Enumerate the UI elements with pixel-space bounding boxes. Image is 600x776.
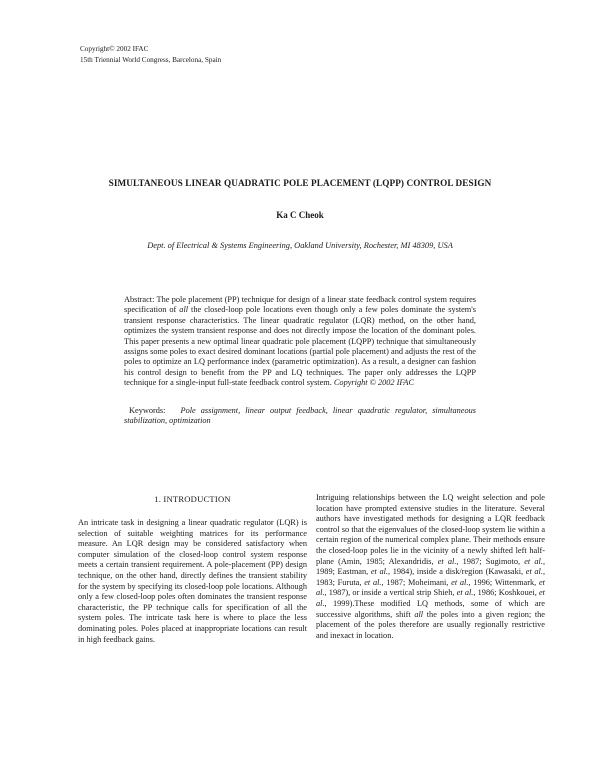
page-header [80,44,221,66]
intro-paragraph-2 [316,493,545,641]
abstract-emphasis-all: all [179,305,189,315]
abstract-text-1: Abstract: The pole placement (PP) technique for design of a linear state feedback control system requires specification of [124,295,476,315]
intro-text-j: , 1999).These modified LQ methods, some of which are successive algorithms, shift [316,598,545,619]
keywords-text: Pole assignment, linear output feedback, linear quadratic regulator, simultaneous stabilization, optimization [124,406,476,426]
copyright-line: Copyright© 2002 IFAC [80,45,149,53]
intro-text-f: , 1987; Moheimani, [381,577,452,587]
intro-text-i: , 1986; Koshkouei, [473,588,539,598]
intro-text-a: Intriguing relationships between the LQ weight selection and pole location have prompted extensive studies in the literature. Several authors have investigated methods for designing a LQR feedback control so that the eigenvalues of the closed-loop system lie within a certain region of the numerical complex plane. Their methods ensure the closed-loop poles lie in the vicinity of a newly shifted left half-plane (Amin, 1985; Alexandridis, [316,493,545,566]
et-al: et al. [524,556,543,566]
intro-text-b: , 1987; Sugimoto, [456,556,525,566]
keywords [124,406,476,427]
intro-text-d: , 1984), inside a disk/region (Kawasaki, [388,567,526,577]
abstract-text-2: the closed-loop pole locations even though only a few poles dominate the system's transient response characteristics. The linear quadratic regulator (LQR) method, on the other hand, optimizes the system transient response and does not directly impose the location of the dominant poles. This paper presents a new optimal linear quadratic pole placement (LQPP) technique that simultaneously assigns some poles to exact desired dominant locations (partial pole placement) and adjusts the rest of the poles to optimize an LQ performance index (parametric optimization). As a result, a designer can fashion his control design to benefit from the PP and LQ techniques. The paper only addresses the LQPP technique for a single-input full-state feedback control system. [124,305,476,388]
paper-author: Ka C Cheok [276,210,324,220]
intro-text-h: , 1987), or inside a vertical strip Shieh, [324,588,457,598]
et-al: et al. [437,556,457,566]
intro-text-c: , 1989; Eastman, [316,556,546,577]
et-al: et al. [370,567,389,577]
abstract [124,295,476,389]
emphasis-all: all [414,609,424,619]
congress-line: 15th Triennial World Congress, Barcelona, Spain [80,56,222,64]
paper-title: SIMULTANEOUS LINEAR QUADRATIC POLE PLACEMENT (LQPP) CONTROL DESIGN [108,178,492,188]
et-al: et al. [316,588,545,608]
abstract-copyright: Copyright © 2002 IFAC [333,378,415,388]
intro-text-k: the poles into a given region; the placement of the poles therefore are usually regionally restrictive and inexact in location. [316,609,545,640]
et-al: et al. [525,567,543,577]
et-al: et al. [316,577,545,598]
intro-text-e: , 1983; Furuta, [316,567,546,587]
intro-left-column [78,518,307,645]
keywords-label: Keywords: [129,406,166,415]
et-al: et al. [456,588,474,598]
intro-paragraph-1: An intricate task in designing a linear quadratic regulator (LQR) is selection of suitable weighting matrices for its performance measure. An LQR design may be considered satisfactory when computer simulation of the closed-loop control system response meets a certain transient requirement. A pole-placement (PP) design technique, on the other hand, directly defines the transient stability for the system by specifying its closed-loop pole locations. Although only a few closed-loop poles often dominates the transient response characteristic, the PP technique calls for specification of all the system poles. The intricate task here is where to place the less dominating poles. Poles placed at inappropriate locations can result in high feedback gains. [78,518,307,644]
paper-affiliation: Dept. of Electrical & Systems Engineering, Oakland University, Rochester, MI 48309, USA [147,241,453,250]
intro-text-g: , 1996; Wittenmark, [468,577,539,587]
section-title-introduction: 1. INTRODUCTION [154,494,231,504]
et-al: et al. [451,577,469,587]
et-al: et al. [364,577,382,587]
intro-right-column [316,493,545,641]
